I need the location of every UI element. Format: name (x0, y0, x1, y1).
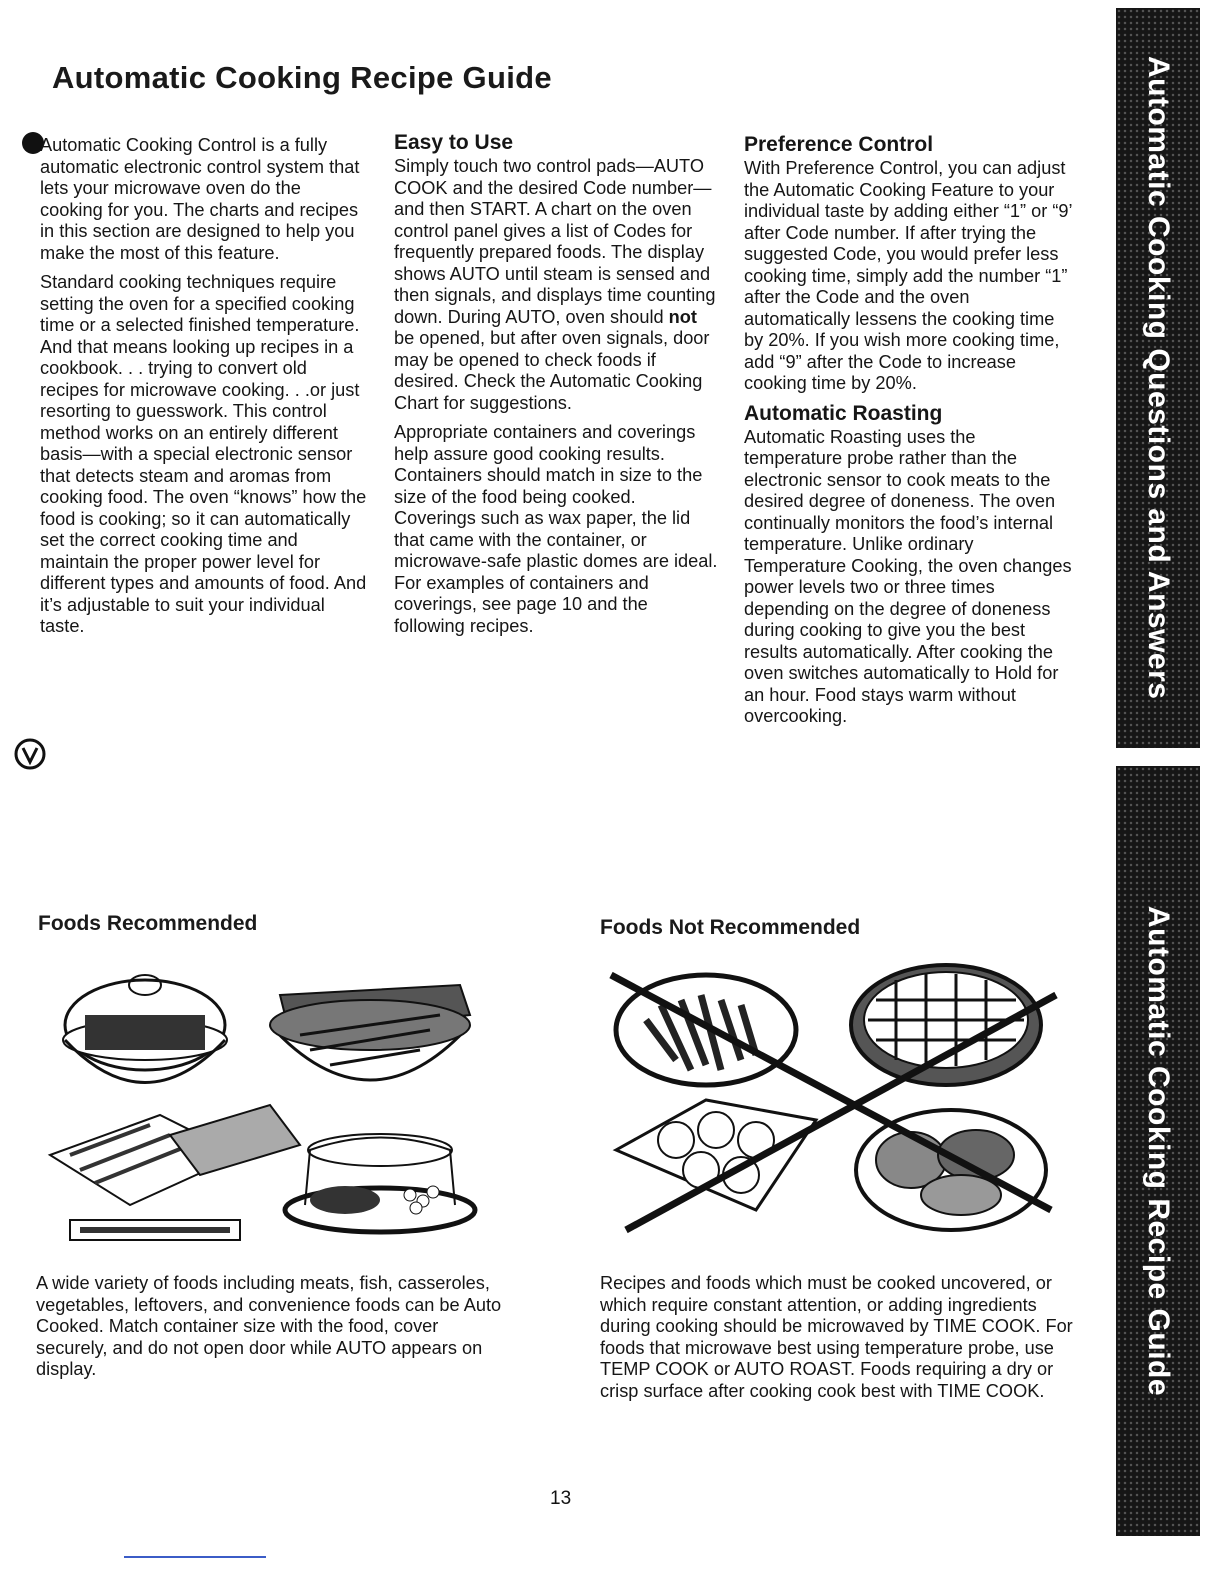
lattice-pie-icon (851, 965, 1041, 1085)
easy-to-use-paragraph-2: Appropriate containers and coverings help assure good cooking results. Containers should match in size to the size of the food being cooked. Coverings such as wax paper, the lid that came with the container, or microwave-safe plastic domes are ideal. For examples of containers and coverings, see page 10 and the following recipes. (394, 422, 718, 636)
easy-to-use-paragraph-1: Simply touch two control pads—AUTO COOK and the desired Code number—and then START. A chart on the oven control panel gives a list of Codes for frequently prepared foods. The display shows AUTO until steam is sensed and then signals, and displays time counting down. During AUTO, oven should not be opened, but after oven signals, door may be opened to check foods if desired. Check the Automatic Cooking Chart for suggestions. (394, 156, 716, 413)
covered-casserole-icon (63, 975, 227, 1083)
foil-dish-icon (270, 985, 470, 1080)
plate-dome-icon (285, 1134, 475, 1232)
side-tab-questions-answers: Automatic Cooking Questions and Answers (1116, 8, 1200, 748)
rolls-dish-icon (616, 1100, 816, 1210)
frozen-dinner-icon (50, 1105, 300, 1240)
page-number: 13 (550, 1488, 572, 1509)
side-tab-recipe-guide: Automatic Cooking Recipe Guide (1116, 766, 1200, 1536)
automatic-roasting-heading: Automatic Roasting (744, 401, 943, 425)
chicken-plate-icon (856, 1110, 1046, 1230)
easy-to-use-heading: Easy to Use (394, 131, 514, 154)
intro-column (40, 132, 368, 638)
foods-not-recommended-caption: Recipes and foods which must be cooked uncovered, or which require constant attention, or adding ingredients during cooking should be microwaved by TIME COOK. For foods that microwave best using temperature probe, use TEMP COOK or AUTO ROAST. Foods requiring a dry or crisp surface after cooking cook best with TIME COOK. (600, 1273, 1073, 1401)
foods-not-recommended-illustration (606, 960, 1066, 1250)
intro-paragraph-1: Automatic Cooking Control is a fully automatic electronic control system that lets your microwave oven do the cooking for you. The charts and recipes in this section are designed to help you make the most of this feature. (40, 132, 368, 264)
foods-not-recommended-heading: Foods Not Recommended (600, 916, 861, 939)
foods-recommended-caption: A wide variety of foods including meats, fish, casseroles, vegetables, leftovers, and convenience foods can be Auto Cooked. Match container size with the food, cover securely, and do not open door while AUTO appears on display. (36, 1273, 502, 1379)
registration-mark-icon (12, 736, 48, 772)
preference-column (744, 132, 1076, 728)
preference-control-paragraph: With Preference Control, you can adjust the Automatic Cooking Feature to your individual taste by adding either “1” or “9’ after Code number. If after trying the suggested Code, you would prefer less cooking time, simply add the number “1” after the Code and the oven automatically lessens the cooking time by 20%. If you wish more cooking time, add “9” after the Code to increase cooking time by 20%. (744, 158, 1072, 393)
intro-paragraph-2: Standard cooking techniques require setting the oven for a specified cooking time or a selected finished temperature. And that means looking up recipes in a cookbook. . . trying to convert old recipes for microwave cooking. . .or just resorting to guesswork. This control method works on an entirely different basis—with a special electronic sensor that detects steam and aromas from cooking food. The oven “knows” how the food is cooking; so it can automatically set the correct cooking time and maintain the proper power level for different types and amounts of food. And it’s adjustable to suit your individual taste. (40, 272, 367, 636)
easy-to-use-column (394, 130, 722, 637)
preference-control-heading: Preference Control (744, 133, 934, 156)
foods-recommended-illustration (40, 955, 530, 1255)
footer-rule (124, 1556, 266, 1558)
foods-recommended-heading: Foods Recommended (38, 912, 258, 935)
page-title: Automatic Cooking Recipe Guide (52, 60, 552, 95)
automatic-roasting-paragraph: Automatic Roasting uses the temperature probe rather than the electronic sensor to cook meats to the desired degree of doneness. The oven continually monitors the food’s internal temperature. Unlike ordinary Temperature Cooking, the oven changes power levels two or three times depending on the degree of doneness during cooking to give you the best results automatically. After cooking the oven switches automatically to Hold for an hour. Food stays warm without overcooking. (744, 426, 1072, 726)
